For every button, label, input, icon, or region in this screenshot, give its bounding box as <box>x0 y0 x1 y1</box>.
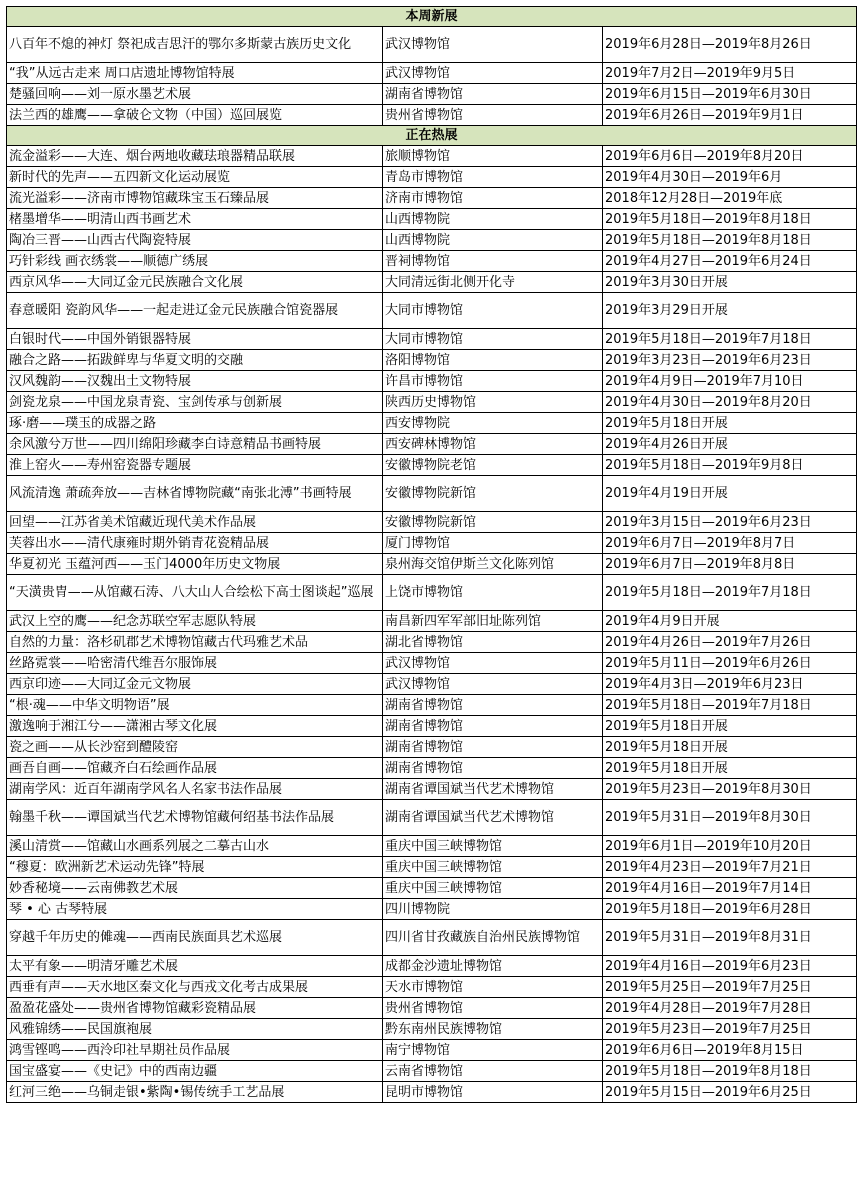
exhibition-name-cell: 妙香秘境——云南佛教艺术展 <box>7 878 383 899</box>
table-row <box>7 329 857 350</box>
venue-cell: 云南省博物馆 <box>383 1061 603 1082</box>
venue-cell: 湖南省谭国斌当代艺术博物馆 <box>383 800 603 836</box>
dates-cell: 2019年4月23日—2019年7月21日 <box>603 857 857 878</box>
exhibition-name-cell: 盈盈花盛处——贵州省博物馆藏彩瓷精品展 <box>7 998 383 1019</box>
exhibition-name-cell: 芙蓉出水——清代康雍时期外销青花瓷精品展 <box>7 533 383 554</box>
exhibition-name-cell: 西京风华——大同辽金元民族融合文化展 <box>7 272 383 293</box>
exhibition-name-cell: 国宝盛宴——《史记》中的西南边疆 <box>7 1061 383 1082</box>
venue-cell: 陕西历史博物馆 <box>383 392 603 413</box>
table-row <box>7 1040 857 1061</box>
exhibition-name-cell: 楮墨增华——明清山西书画艺术 <box>7 209 383 230</box>
venue-cell: 晋祠博物馆 <box>383 251 603 272</box>
dates-cell: 2019年5月18日—2019年7月18日 <box>603 695 857 716</box>
dates-cell: 2019年6月7日—2019年8月8日 <box>603 554 857 575</box>
dates-cell: 2019年5月18日—2019年7月18日 <box>603 575 857 611</box>
dates-cell: 2019年3月29日开展 <box>603 293 857 329</box>
dates-cell: 2019年7月2日—2019年9月5日 <box>603 63 857 84</box>
table-row <box>7 737 857 758</box>
table-row <box>7 1061 857 1082</box>
dates-cell: 2019年5月18日—2019年6月28日 <box>603 899 857 920</box>
dates-cell: 2019年4月26日开展 <box>603 434 857 455</box>
exhibition-name-cell: “穆夏：欧洲新艺术运动先锋”特展 <box>7 857 383 878</box>
venue-cell: 许昌市博物馆 <box>383 371 603 392</box>
table-row <box>7 533 857 554</box>
dates-cell: 2019年5月23日—2019年7月25日 <box>603 1019 857 1040</box>
table-row <box>7 956 857 977</box>
dates-cell: 2019年6月6日—2019年8月20日 <box>603 146 857 167</box>
table-row <box>7 632 857 653</box>
venue-cell: 贵州省博物馆 <box>383 998 603 1019</box>
table-row <box>7 392 857 413</box>
dates-cell: 2019年5月31日—2019年8月31日 <box>603 920 857 956</box>
table-row <box>7 800 857 836</box>
table-row <box>7 476 857 512</box>
venue-cell: 武汉博物馆 <box>383 27 603 63</box>
section-header <box>7 126 857 146</box>
exhibition-name-cell: 流金溢彩——大连、烟台两地收藏珐琅器精品联展 <box>7 146 383 167</box>
exhibition-name-cell: 流光溢彩——济南市博物馆藏珠宝玉石臻品展 <box>7 188 383 209</box>
venue-cell: 贵州省博物馆 <box>383 105 603 126</box>
venue-cell: 四川博物院 <box>383 899 603 920</box>
venue-cell: 安徽博物院新馆 <box>383 512 603 533</box>
dates-cell: 2019年5月18日—2019年7月18日 <box>603 329 857 350</box>
dates-cell: 2019年4月16日—2019年6月23日 <box>603 956 857 977</box>
exhibition-name-cell: 琴 • 心 古琴特展 <box>7 899 383 920</box>
table-row <box>7 512 857 533</box>
exhibition-name-cell: 回望——江苏省美术馆藏近现代美术作品展 <box>7 512 383 533</box>
table-row <box>7 1082 857 1103</box>
exhibition-name-cell: 华夏初光 玉蕴河西——玉门4000年历史文物展 <box>7 554 383 575</box>
dates-cell: 2019年5月15日—2019年6月25日 <box>603 1082 857 1103</box>
table-row <box>7 251 857 272</box>
venue-cell: 昆明市博物馆 <box>383 1082 603 1103</box>
venue-cell: 大同市博物馆 <box>383 329 603 350</box>
dates-cell: 2019年4月27日—2019年6月24日 <box>603 251 857 272</box>
exhibition-name-cell: 新时代的先声——五四新文化运动展览 <box>7 167 383 188</box>
table-row <box>7 899 857 920</box>
venue-cell: 湖南省博物馆 <box>383 716 603 737</box>
dates-cell: 2019年5月18日—2019年9月8日 <box>603 455 857 476</box>
venue-cell: 安徽博物院老馆 <box>383 455 603 476</box>
table-row <box>7 857 857 878</box>
exhibition-name-cell: 琢·磨——璞玉的成器之路 <box>7 413 383 434</box>
dates-cell: 2019年4月19日开展 <box>603 476 857 512</box>
table-row <box>7 977 857 998</box>
exhibition-table <box>6 6 857 1103</box>
venue-cell: 湖南省博物馆 <box>383 758 603 779</box>
exhibition-name-cell: 西京印迹——大同辽金元文物展 <box>7 674 383 695</box>
table-row <box>7 434 857 455</box>
venue-cell: 湖南省谭国斌当代艺术博物馆 <box>383 779 603 800</box>
dates-cell: 2019年4月9日—2019年7月10日 <box>603 371 857 392</box>
table-row <box>7 84 857 105</box>
venue-cell: 旅顺博物馆 <box>383 146 603 167</box>
venue-cell: 武汉博物馆 <box>383 653 603 674</box>
table-row <box>7 779 857 800</box>
venue-cell: 泉州海交馆伊斯兰文化陈列馆 <box>383 554 603 575</box>
exhibition-name-cell: 太平有象——明清牙雕艺术展 <box>7 956 383 977</box>
venue-cell: 湖南省博物馆 <box>383 84 603 105</box>
exhibition-name-cell: 画吾自画——馆藏齐白石绘画作品展 <box>7 758 383 779</box>
exhibition-name-cell: 淮上窑火——寿州窑瓷器专题展 <box>7 455 383 476</box>
table-row <box>7 878 857 899</box>
dates-cell: 2019年5月23日—2019年8月30日 <box>603 779 857 800</box>
table-row <box>7 695 857 716</box>
dates-cell: 2019年5月18日—2019年8月18日 <box>603 1061 857 1082</box>
exhibition-name-cell: 湖南学风：近百年湖南学风名人名家书法作品展 <box>7 779 383 800</box>
exhibition-name-cell: 溪山清赏——馆藏山水画系列展之二摹古山水 <box>7 836 383 857</box>
venue-cell: 湖北省博物馆 <box>383 632 603 653</box>
venue-cell: 湖南省博物馆 <box>383 695 603 716</box>
table-row <box>7 716 857 737</box>
exhibition-name-cell: 瓷之画——从长沙窑到醴陵窑 <box>7 737 383 758</box>
venue-cell: 厦门博物馆 <box>383 533 603 554</box>
venue-cell: 济南市博物馆 <box>383 188 603 209</box>
exhibition-name-cell: 白银时代——中国外销银器特展 <box>7 329 383 350</box>
table-row <box>7 230 857 251</box>
venue-cell: 大同清远街北侧开化寺 <box>383 272 603 293</box>
exhibition-name-cell: 剑瓷龙泉——中国龙泉青瓷、宝剑传承与创新展 <box>7 392 383 413</box>
section-title: 正在热展 <box>7 126 857 146</box>
table-row <box>7 554 857 575</box>
dates-cell: 2019年5月18日开展 <box>603 737 857 758</box>
table-row <box>7 63 857 84</box>
exhibition-name-cell: “天潢贵胄——从馆藏石涛、八大山人合绘松下高士图谈起”巡展 <box>7 575 383 611</box>
venue-cell: 武汉博物馆 <box>383 63 603 84</box>
dates-cell: 2019年6月28日—2019年8月26日 <box>603 27 857 63</box>
table-row <box>7 611 857 632</box>
dates-cell: 2019年5月25日—2019年7月25日 <box>603 977 857 998</box>
table-row <box>7 350 857 371</box>
dates-cell: 2019年5月11日—2019年6月26日 <box>603 653 857 674</box>
dates-cell: 2019年6月15日—2019年6月30日 <box>603 84 857 105</box>
exhibition-name-cell: 武汉上空的鹰——纪念苏联空军志愿队特展 <box>7 611 383 632</box>
exhibition-name-cell: “根·魂——中华文明物语”展 <box>7 695 383 716</box>
venue-cell: 湖南省博物馆 <box>383 737 603 758</box>
table-row <box>7 575 857 611</box>
exhibition-name-cell: 激逸响于湘江兮——潇湘古琴文化展 <box>7 716 383 737</box>
dates-cell: 2019年6月7日—2019年8月7日 <box>603 533 857 554</box>
venue-cell: 青岛市博物馆 <box>383 167 603 188</box>
dates-cell: 2019年3月30日开展 <box>603 272 857 293</box>
exhibition-name-cell: 楚骚回响——刘一原水墨艺术展 <box>7 84 383 105</box>
table-row <box>7 998 857 1019</box>
dates-cell: 2019年5月18日开展 <box>603 716 857 737</box>
dates-cell: 2019年4月9日开展 <box>603 611 857 632</box>
venue-cell: 西安碑林博物馆 <box>383 434 603 455</box>
dates-cell: 2018年12月28日—2019年底 <box>603 188 857 209</box>
exhibition-name-cell: 红河三绝——乌铜走银•紫陶•锡传统手工艺品展 <box>7 1082 383 1103</box>
dates-cell: 2019年6月6日—2019年8月15日 <box>603 1040 857 1061</box>
exhibition-name-cell: 丝路霓裳——哈密清代维吾尔服饰展 <box>7 653 383 674</box>
table-row <box>7 413 857 434</box>
exhibition-name-cell: 陶冶三晋——山西古代陶瓷特展 <box>7 230 383 251</box>
table-row <box>7 105 857 126</box>
exhibition-name-cell: 穿越千年历史的傩魂——西南民族面具艺术巡展 <box>7 920 383 956</box>
exhibition-name-cell: 余风激兮万世——四川绵阳珍藏李白诗意精品书画特展 <box>7 434 383 455</box>
table-row <box>7 653 857 674</box>
dates-cell: 2019年6月1日—2019年10月20日 <box>603 836 857 857</box>
table-row <box>7 293 857 329</box>
dates-cell: 2019年4月28日—2019年7月28日 <box>603 998 857 1019</box>
venue-cell: 南昌新四军军部旧址陈列馆 <box>383 611 603 632</box>
venue-cell: 武汉博物馆 <box>383 674 603 695</box>
venue-cell: 大同市博物馆 <box>383 293 603 329</box>
dates-cell: 2019年5月18日开展 <box>603 413 857 434</box>
exhibition-name-cell: 风雅锦绣——民国旗袍展 <box>7 1019 383 1040</box>
dates-cell: 2019年4月3日—2019年6月23日 <box>603 674 857 695</box>
dates-cell: 2019年5月31日—2019年8月30日 <box>603 800 857 836</box>
venue-cell: 山西博物院 <box>383 230 603 251</box>
exhibition-name-cell: 西垂有声——天水地区秦文化与西戎文化考古成果展 <box>7 977 383 998</box>
section-title: 本周新展 <box>7 7 857 27</box>
table-row <box>7 674 857 695</box>
exhibition-name-cell: 鸿雪铿鸣——西泠印社早期社员作品展 <box>7 1040 383 1061</box>
dates-cell: 2019年4月16日—2019年7月14日 <box>603 878 857 899</box>
dates-cell: 2019年3月15日—2019年6月23日 <box>603 512 857 533</box>
venue-cell: 重庆中国三峡博物馆 <box>383 836 603 857</box>
dates-cell: 2019年4月30日—2019年8月20日 <box>603 392 857 413</box>
dates-cell: 2019年3月23日—2019年6月23日 <box>603 350 857 371</box>
table-row <box>7 836 857 857</box>
table-row <box>7 209 857 230</box>
dates-cell: 2019年5月18日开展 <box>603 758 857 779</box>
venue-cell: 重庆中国三峡博物馆 <box>383 878 603 899</box>
dates-cell: 2019年5月18日—2019年8月18日 <box>603 230 857 251</box>
table-row <box>7 1019 857 1040</box>
venue-cell: 洛阳博物馆 <box>383 350 603 371</box>
section-header <box>7 7 857 27</box>
venue-cell: 成都金沙遗址博物馆 <box>383 956 603 977</box>
exhibition-name-cell: 自然的力量：洛杉矶郡艺术博物馆藏古代玛雅艺术品 <box>7 632 383 653</box>
dates-cell: 2019年4月26日—2019年7月26日 <box>603 632 857 653</box>
exhibition-name-cell: 巧针彩线 画衣绣裳——顺德广绣展 <box>7 251 383 272</box>
exhibition-name-cell: 融合之路——拓跋鲜卑与华夏文明的交融 <box>7 350 383 371</box>
dates-cell: 2019年4月30日—2019年6月 <box>603 167 857 188</box>
exhibition-name-cell: 八百年不熄的神灯 祭祀成吉思汗的鄂尔多斯蒙古族历史文化 <box>7 27 383 63</box>
exhibition-name-cell: 法兰西的雄鹰——拿破仑文物（中国）巡回展览 <box>7 105 383 126</box>
venue-cell: 山西博物院 <box>383 209 603 230</box>
venue-cell: 黔东南州民族博物馆 <box>383 1019 603 1040</box>
exhibition-name-cell: 春意暖阳 瓷韵风华——一起走进辽金元民族融合馆瓷器展 <box>7 293 383 329</box>
exhibition-name-cell: 风流清逸 萧疏奔放——吉林省博物院藏“南张北溥”书画特展 <box>7 476 383 512</box>
exhibition-name-cell: 翰墨千秋——谭国斌当代艺术博物馆藏何绍基书法作品展 <box>7 800 383 836</box>
dates-cell: 2019年5月18日—2019年8月18日 <box>603 209 857 230</box>
dates-cell: 2019年6月26日—2019年9月1日 <box>603 105 857 126</box>
venue-cell: 天水市博物馆 <box>383 977 603 998</box>
table-row <box>7 920 857 956</box>
table-row <box>7 758 857 779</box>
venue-cell: 四川省甘孜藏族自治州民族博物馆 <box>383 920 603 956</box>
venue-cell: 安徽博物院新馆 <box>383 476 603 512</box>
table-row <box>7 188 857 209</box>
table-row <box>7 167 857 188</box>
table-row <box>7 146 857 167</box>
table-row <box>7 272 857 293</box>
exhibition-name-cell: 汉风魏韵——汉魏出土文物特展 <box>7 371 383 392</box>
venue-cell: 上饶市博物馆 <box>383 575 603 611</box>
exhibition-name-cell: “我”从远古走来 周口店遗址博物馆特展 <box>7 63 383 84</box>
table-row <box>7 455 857 476</box>
venue-cell: 南宁博物馆 <box>383 1040 603 1061</box>
venue-cell: 西安博物院 <box>383 413 603 434</box>
table-row <box>7 27 857 63</box>
venue-cell: 重庆中国三峡博物馆 <box>383 857 603 878</box>
table-row <box>7 371 857 392</box>
